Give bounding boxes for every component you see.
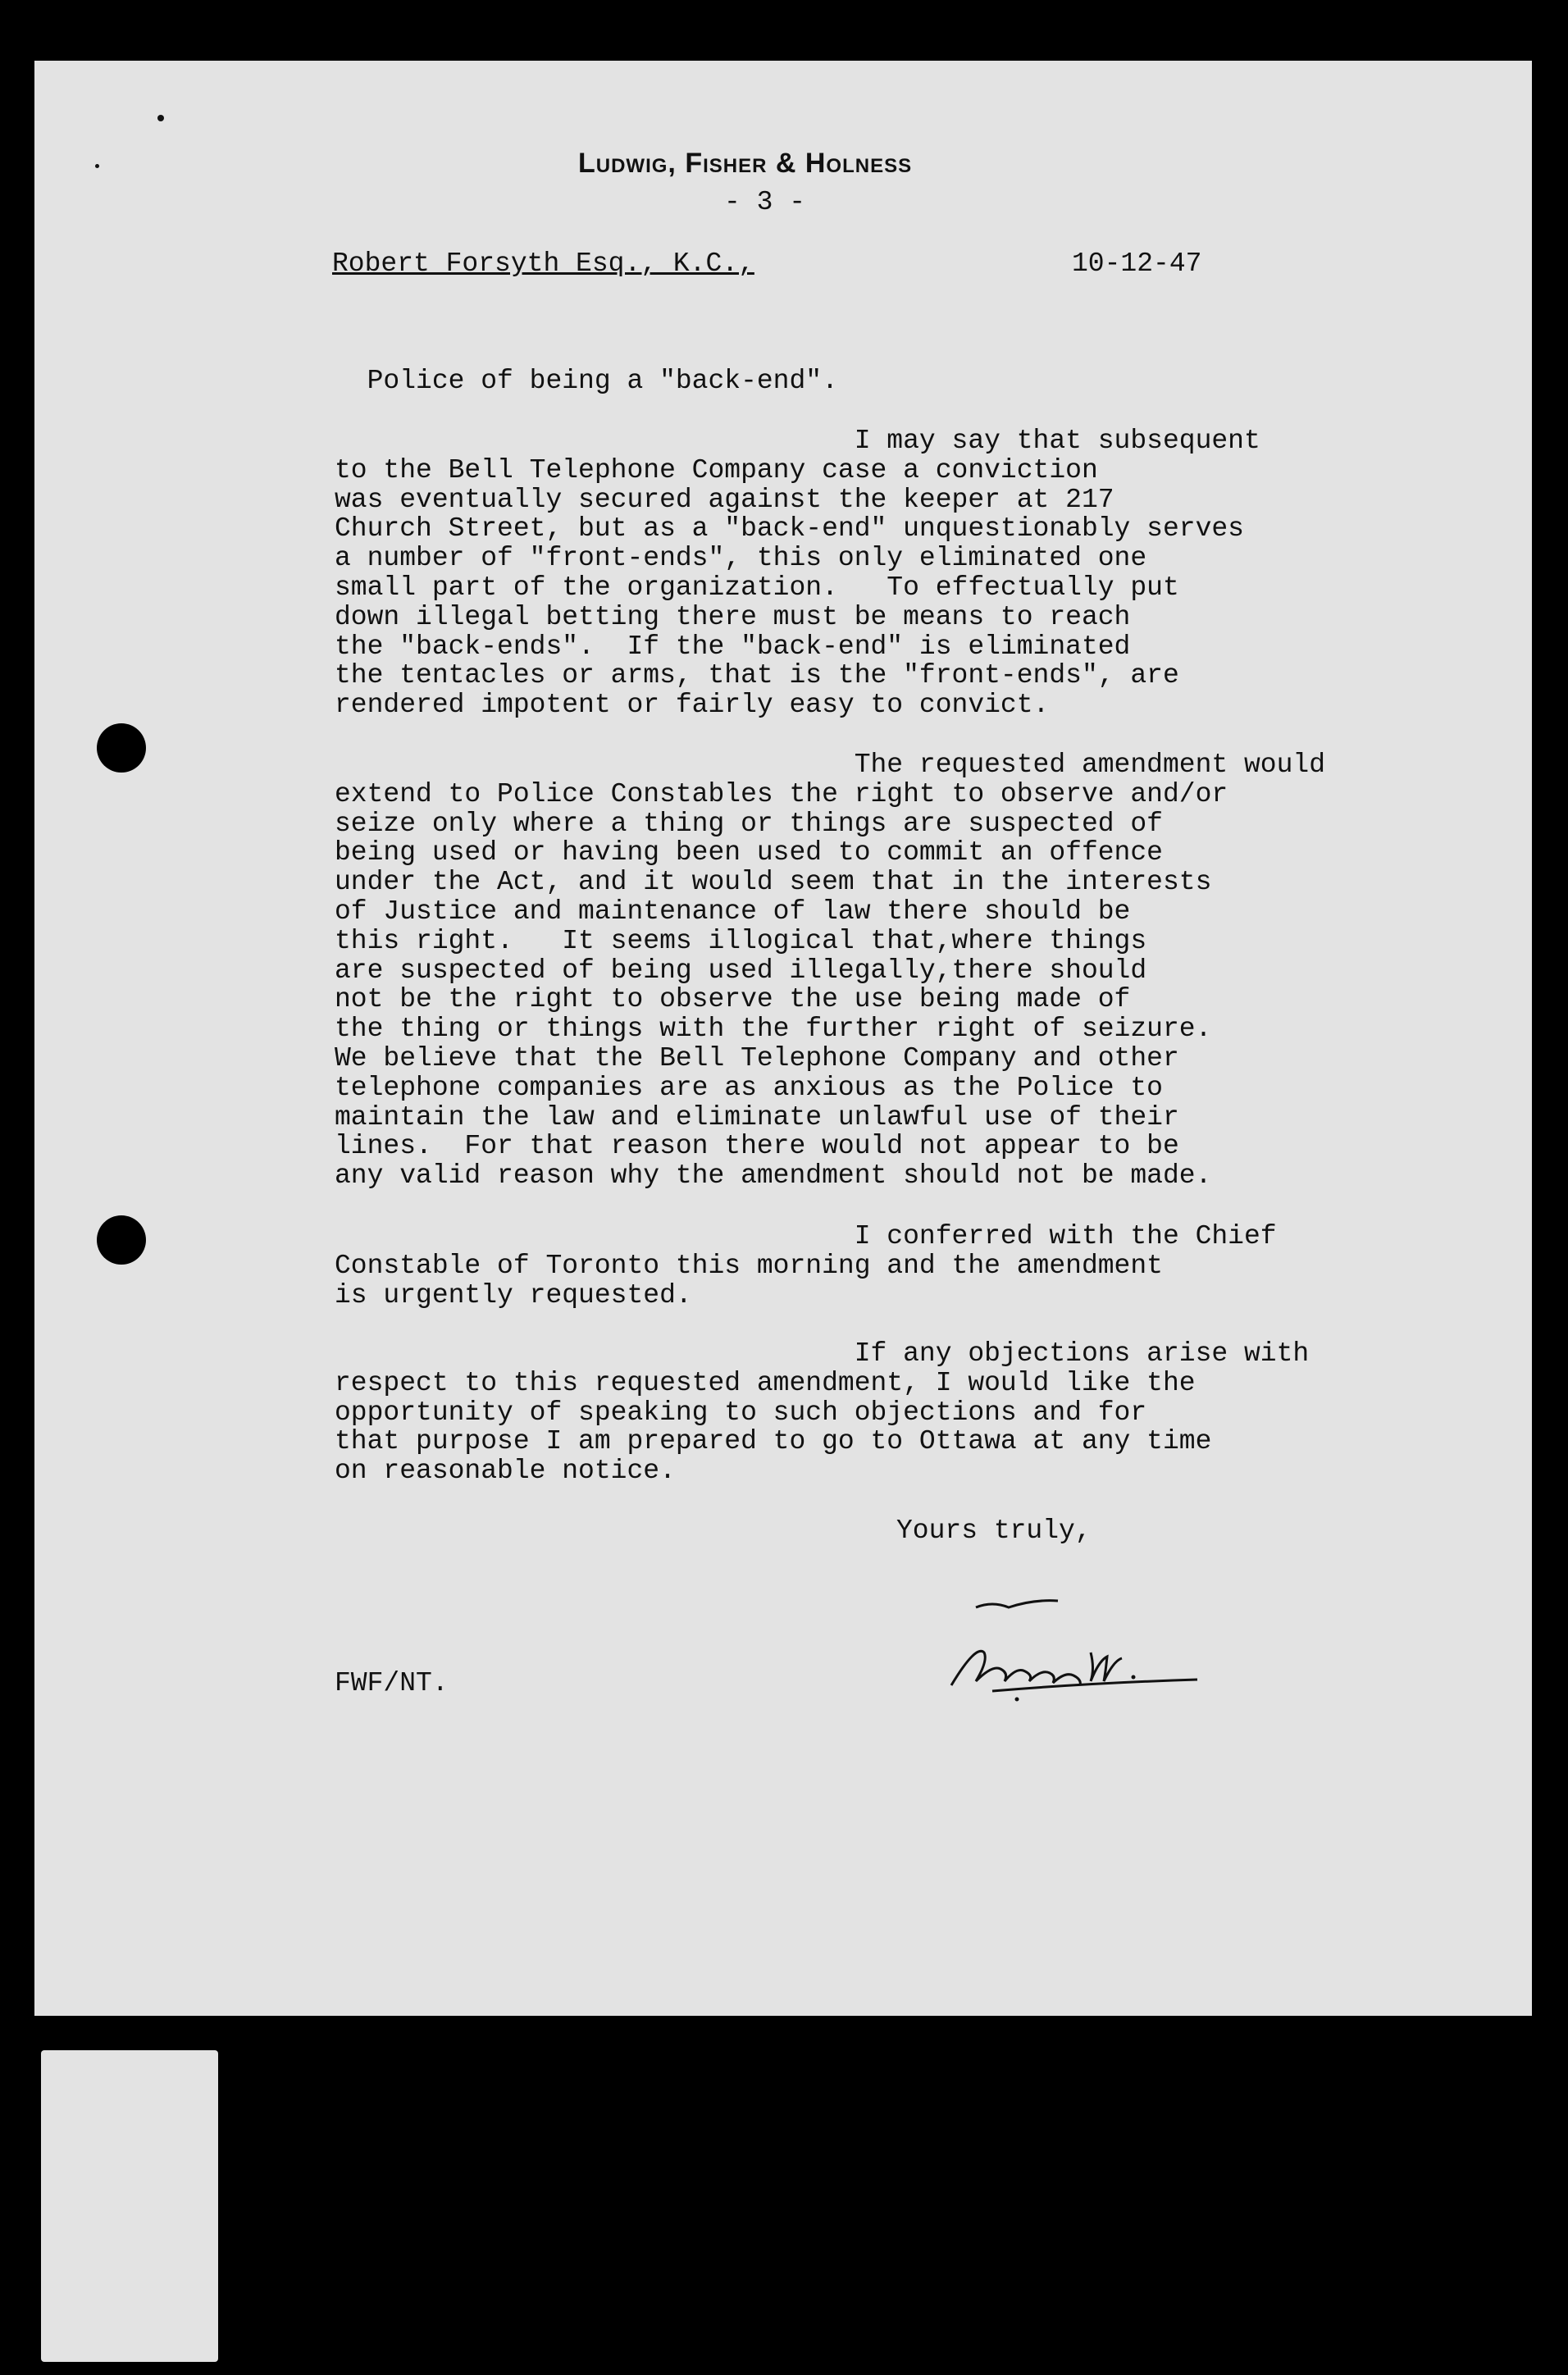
paragraph-1: Police of being a "back-end". (335, 366, 838, 396)
punch-hole-top (97, 723, 146, 773)
paper-tab (41, 2050, 218, 2362)
letter-date: 10-12-47 (1072, 248, 1202, 279)
paragraph-5: If any objections arise with respect to this requested amendment, I would like the opportunity of speaking to such objections and for that purpose I am prepared to go to Ottawa at any time on reasonable notice. (335, 1338, 1310, 1487)
page-number: - 3 - (724, 187, 806, 217)
addressee: Robert Forsyth Esq., K.C., (332, 248, 754, 279)
closing: Yours truly, (896, 1516, 1092, 1546)
ink-speck (157, 115, 164, 121)
typist-initials: FWF/NT. (335, 1668, 449, 1698)
handwritten-signature (943, 1591, 1304, 1714)
letterhead: Ludwig, Fisher & Holness (578, 148, 913, 179)
paragraph-2: I may say that subsequent to the Bell Telephone Company case a conviction was eventually secured against the keeper at 217 Church Street, but as a "back-end" unquestionably serves a number of "front-ends", this only eliminated one small part of the organization. To effectually put down illegal betting there must be means to reach the "back-ends". If the "back-end" is eliminated the tentacles or arms, that is the "front-ends", are rendered impotent or fairly easy to convict. (335, 426, 1260, 721)
paragraph-4: I conferred with the Chief Constable of Toronto this morning and the amendment is urgently requested. (335, 1221, 1277, 1311)
punch-hole-bottom (97, 1215, 146, 1265)
paragraph-3: The requested amendment would extend to Police Constables the right to observe and/or seize only where a thing or things are suspected of being used or having been used to commit an offence under the Act, and it would seem that in the interests of Justice and maintenance of law there should be this right. It seems illogical that,where things are suspected of being used illegally,there should not be the right to observe the use being made of the thing or things with the further right of seizure. We believe that the Bell Telephone Company and other telephone companies are as anxious as the Police to maintain the law and eliminate unlawful use of their lines. For that reason there would not appear to be any valid reason why the amendment should not be made. (335, 750, 1325, 1192)
ink-speck (95, 164, 99, 168)
